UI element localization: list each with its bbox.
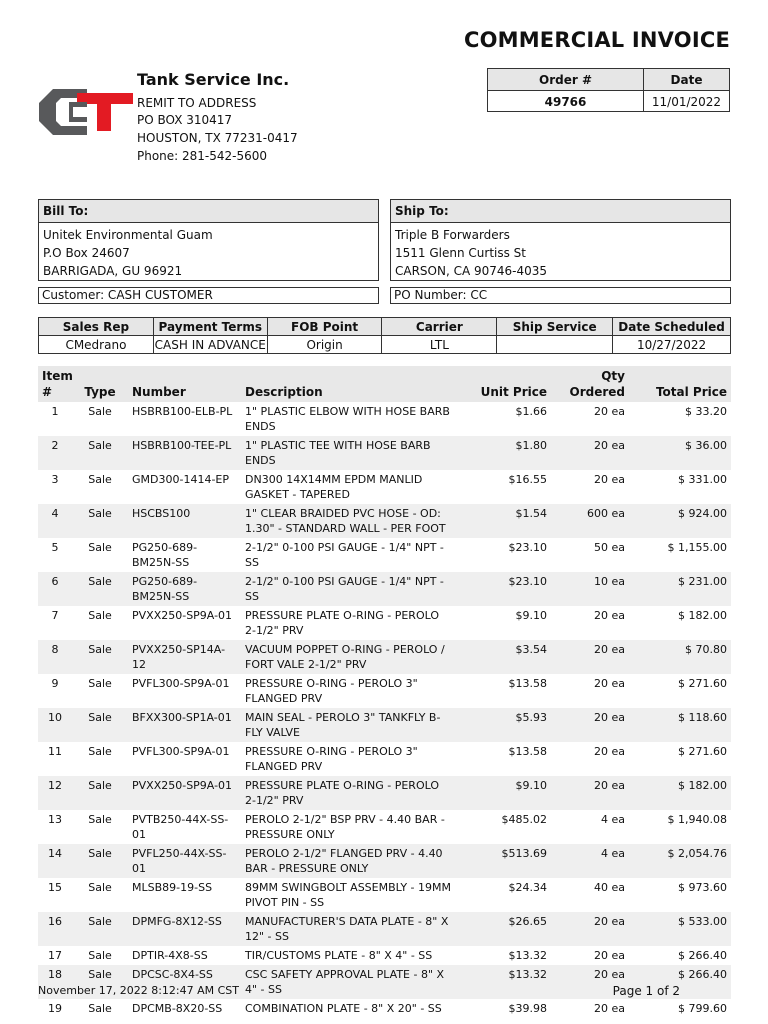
bill-to-line: P.O Box 24607 (43, 246, 130, 260)
item-unit-price: $39.98 (508, 1002, 547, 1015)
item-type: Sale (88, 1002, 112, 1015)
item-number: 9 (51, 677, 59, 690)
total-price-header: Total Price (629, 366, 731, 402)
item-type: Sale (72, 844, 128, 878)
item-unit-price: $5.93 (455, 708, 551, 742)
item-part-number: PVFL300-SP9A-01 (132, 745, 230, 758)
item-unit-price: $485.02 (501, 813, 547, 826)
item-qty-ordered: 4 ea (551, 844, 629, 878)
item-total-price: $ 33.20 (685, 405, 727, 418)
item-type: Sale (72, 776, 128, 810)
item-description: 1" CLEAR BRAIDED PVC HOSE - OD: 1.30" - STANDARD WALL - PER FOOT (241, 504, 455, 538)
item-qty-ordered: 10 ea (551, 572, 629, 606)
item-unit-price: $1.66 (515, 405, 547, 418)
bill-to-line: BARRIGADA, GU 96921 (43, 264, 183, 278)
line-item-row (38, 776, 731, 810)
item-part-number: PVFL250-44X-SS-01 (128, 844, 241, 878)
fob-point-header: FOB Point (267, 318, 382, 336)
item-number: 3 (51, 473, 59, 486)
order-number-label: Order # (488, 69, 644, 91)
sales-info-table (38, 317, 731, 354)
item-part-number: PVTB250-44X-SS-01 (132, 813, 229, 841)
item-number: 8 (38, 640, 72, 674)
item-type: Sale (72, 572, 128, 606)
item-number: 15 (48, 881, 62, 894)
item-type: Sale (88, 473, 112, 486)
line-item-row (38, 844, 731, 878)
item-part-number: PG250-689-BM25N-SS (132, 541, 198, 569)
item-total-price: $ 799.60 (678, 1002, 727, 1015)
ship-service-value (497, 336, 613, 354)
bill-to-line: Unitek Environmental Guam (43, 228, 213, 242)
carrier-value: LTL (382, 336, 497, 354)
item-unit-price: $16.55 (508, 473, 547, 486)
item-part-number: DPMFG-8X12-SS (128, 912, 241, 946)
item-number: 4 (38, 504, 72, 538)
line-item-row (38, 606, 731, 640)
item-qty-ordered: 50 ea (593, 541, 625, 554)
item-part-number: HSBRB100-ELB-PL (132, 405, 233, 418)
item-description: 1" PLASTIC TEE WITH HOSE BARB ENDS (241, 436, 455, 470)
item-unit-price: $13.32 (508, 949, 547, 962)
line-item-row (38, 708, 731, 742)
item-part-number: DPCMB-8X20-SS (132, 1002, 223, 1015)
item-qty-ordered: 20 ea (551, 965, 629, 999)
item-part-number: PVFL300-SP9A-01 (132, 677, 230, 690)
ship-to-line: 1511 Glenn Curtiss St (395, 246, 526, 260)
payment-terms-value: CASH IN ADVANCE (154, 337, 266, 352)
item-qty-ordered: 20 ea (593, 1002, 625, 1015)
unit-price-header: Unit Price (455, 366, 551, 402)
item-number: 11 (48, 745, 62, 758)
description-header: Description (241, 366, 455, 402)
item-number: 18 (38, 965, 72, 999)
item-part-number: DPCSC-8X4-SS (128, 965, 241, 999)
line-item-row (38, 572, 731, 606)
item-description: 2-1/2" 0-100 PSI GAUGE - 1/4" NPT - SS (245, 541, 444, 569)
item-number: 12 (38, 776, 72, 810)
ship-to-line: Triple B Forwarders (395, 228, 510, 242)
item-type: Sale (88, 881, 112, 894)
remit-label: REMIT TO ADDRESS (137, 96, 257, 110)
item-description: 1" PLASTIC ELBOW WITH HOSE BARB ENDS (245, 405, 450, 433)
item-total-price: $ 271.60 (678, 677, 727, 690)
item-number: 19 (48, 1002, 62, 1015)
item-unit-price: $9.10 (455, 776, 551, 810)
item-part-number: PVXX250-SP9A-01 (132, 609, 233, 622)
po-number-field: PO Number: CC (390, 287, 731, 304)
item-unit-price: $9.10 (515, 609, 547, 622)
line-item-row (38, 674, 731, 708)
item-part-number: HSCBS100 (128, 504, 241, 538)
part-number-header: Number (128, 366, 241, 402)
item-qty-ordered: 20 ea (593, 473, 625, 486)
date-scheduled-value: 10/27/2022 (613, 336, 731, 354)
print-timestamp: November 17, 2022 8:12:47 AM CST (38, 984, 239, 997)
item-type: Sale (72, 640, 128, 674)
item-description: COMBINATION PLATE - 8" X 20" - SS (245, 1002, 442, 1015)
remit-city: HOUSTON, TX 77231-0417 (137, 131, 298, 145)
item-unit-price: $23.10 (455, 572, 551, 606)
item-part-number: MLSB89-19-SS (132, 881, 213, 894)
item-unit-price: $13.58 (508, 745, 547, 758)
remit-po-box: PO BOX 310417 (137, 113, 233, 127)
bill-to-box (38, 199, 379, 281)
item-number: 17 (48, 949, 62, 962)
item-number: 7 (51, 609, 59, 622)
line-items-body (38, 402, 731, 1018)
item-description: PRESSURE O-RING - PEROLO 3" FLANGED PRV (245, 745, 418, 773)
order-date-label: Date (644, 69, 729, 91)
item-description: 2-1/2" 0-100 PSI GAUGE - 1/4" NPT - SS (241, 572, 455, 606)
item-number-header: Item # (38, 366, 72, 402)
item-type: Sale (72, 708, 128, 742)
line-item-row (38, 912, 731, 946)
item-number: 1 (51, 405, 59, 418)
item-total-price: $ 118.60 (629, 708, 731, 742)
item-description: PRESSURE PLATE O-RING - PEROLO 2-1/2" PRV (241, 776, 455, 810)
customer-field: Customer: CASH CUSTOMER (38, 287, 379, 304)
item-number: 10 (38, 708, 72, 742)
bill-to-label: Bill To: (39, 200, 378, 223)
line-items-table (38, 366, 731, 1018)
item-unit-price: $1.80 (455, 436, 551, 470)
order-date: 11/01/2022 (651, 94, 722, 109)
item-total-price: $ 1,940.08 (667, 813, 727, 826)
company-name: Tank Service Inc. (137, 70, 290, 89)
line-item-row (38, 640, 731, 674)
item-qty-ordered: 40 ea (593, 881, 625, 894)
item-total-price: $ 36.00 (629, 436, 731, 470)
item-type: Sale (72, 436, 128, 470)
item-type: Sale (72, 965, 128, 999)
item-description: TIR/CUSTOMS PLATE - 8" X 4" - SS (245, 949, 433, 962)
item-total-price: $ 271.60 (678, 745, 727, 758)
item-description: VACUUM POPPET O-RING - PEROLO / FORT VALE 2-1/2" PRV (241, 640, 455, 674)
line-item-row (38, 470, 731, 504)
line-item-row (38, 538, 731, 572)
item-qty-ordered: 600 ea (551, 504, 629, 538)
item-part-number: PVXX250-SP9A-01 (128, 776, 241, 810)
line-item-row (38, 504, 731, 538)
qty-ordered-header: Qty Ordered (551, 366, 629, 402)
item-qty-ordered: 20 ea (593, 745, 625, 758)
item-total-price: $ 924.00 (629, 504, 731, 538)
item-qty-ordered: 20 ea (551, 776, 629, 810)
item-number: 6 (38, 572, 72, 606)
item-type: Sale (88, 949, 112, 962)
item-qty-ordered: 4 ea (600, 813, 625, 826)
item-part-number: HSBRB100-TEE-PL (128, 436, 241, 470)
ship-service-header: Ship Service (497, 318, 613, 336)
item-total-price: $ 533.00 (629, 912, 731, 946)
item-qty-ordered: 20 ea (551, 912, 629, 946)
item-number: 13 (48, 813, 62, 826)
item-unit-price: $13.58 (508, 677, 547, 690)
item-number: 2 (38, 436, 72, 470)
item-total-price: $ 182.00 (629, 776, 731, 810)
item-total-price: $ 2,054.76 (629, 844, 731, 878)
item-part-number: GMD300-1414-EP (132, 473, 229, 486)
item-description: CSC SAFETY APPROVAL PLATE - 8" X 4" - SS (241, 965, 455, 999)
item-qty-ordered: 20 ea (551, 436, 629, 470)
item-unit-price: $3.54 (455, 640, 551, 674)
item-description: PEROLO 2-1/2" FLANGED PRV - 4.40 BAR - PRESSURE ONLY (241, 844, 455, 878)
carrier-header: Carrier (382, 318, 497, 336)
item-unit-price: $513.69 (455, 844, 551, 878)
line-item-row (38, 810, 731, 844)
item-part-number: DPTIR-4X8-SS (132, 949, 208, 962)
item-description: PRESSURE PLATE O-RING - PEROLO 2-1/2" PRV (245, 609, 439, 637)
item-number: 16 (38, 912, 72, 946)
item-total-price: $ 331.00 (678, 473, 727, 486)
item-total-price: $ 266.40 (678, 949, 727, 962)
item-total-price: $ 231.00 (629, 572, 731, 606)
item-number: 14 (38, 844, 72, 878)
item-description: DN300 14X14MM EPDM MANLID GASKET - TAPERED (245, 473, 423, 501)
order-info-box (487, 68, 730, 112)
ship-to-label: Ship To: (391, 200, 730, 223)
item-description: 89MM SWINGBOLT ASSEMBLY - 19MM PIVOT PIN - SS (245, 881, 451, 909)
line-item-row (38, 946, 731, 965)
item-description: MANUFACTURER'S DATA PLATE - 8" X 12" - SS (241, 912, 455, 946)
item-unit-price: $26.65 (455, 912, 551, 946)
payment-terms-header: Payment Terms (153, 318, 267, 336)
item-part-number: PVXX250-SP14A-12 (128, 640, 241, 674)
item-type: Sale (88, 813, 112, 826)
item-type: Sale (72, 912, 128, 946)
item-unit-price: $23.10 (508, 541, 547, 554)
item-description: PEROLO 2-1/2" BSP PRV - 4.40 BAR - PRESSURE ONLY (245, 813, 445, 841)
document-title: COMMERCIAL INVOICE (463, 28, 730, 52)
item-type: Sale (88, 405, 112, 418)
item-qty-ordered: 20 ea (593, 405, 625, 418)
item-total-price: $ 182.00 (678, 609, 727, 622)
item-unit-price: $24.34 (508, 881, 547, 894)
item-total-price: $ 973.60 (678, 881, 727, 894)
line-item-row (38, 742, 731, 776)
order-number: 49766 (488, 91, 644, 112)
line-item-row (38, 878, 731, 912)
sales-rep-header: Sales Rep (39, 318, 154, 336)
item-qty-ordered: 20 ea (593, 949, 625, 962)
item-description: PRESSURE O-RING - PEROLO 3" FLANGED PRV (245, 677, 418, 705)
item-total-price: $ 70.80 (629, 640, 731, 674)
item-qty-ordered: 20 ea (593, 609, 625, 622)
item-part-number: BFXX300-SP1A-01 (128, 708, 241, 742)
item-unit-price: $1.54 (455, 504, 551, 538)
line-item-row (38, 402, 731, 436)
item-number: 5 (51, 541, 59, 554)
ship-to-box (390, 199, 731, 281)
item-total-price: $ 266.40 (629, 965, 731, 999)
type-header: Type (72, 366, 128, 402)
item-unit-price: $13.32 (455, 965, 551, 999)
item-type: Sale (88, 677, 112, 690)
item-type: Sale (88, 541, 112, 554)
company-logo (39, 89, 133, 135)
item-qty-ordered: 20 ea (551, 708, 629, 742)
item-part-number: PG250-689-BM25N-SS (128, 572, 241, 606)
line-item-row (38, 436, 731, 470)
item-description: MAIN SEAL - PEROLO 3" TANKFLY B-FLY VALVE (241, 708, 455, 742)
company-phone: Phone: 281-542-5600 (137, 149, 268, 163)
line-item-row (38, 999, 731, 1018)
fob-point-value: Origin (267, 336, 382, 354)
item-qty-ordered: 20 ea (551, 640, 629, 674)
item-qty-ordered: 20 ea (593, 677, 625, 690)
item-type: Sale (72, 504, 128, 538)
item-type: Sale (88, 609, 112, 622)
sales-rep-value: CMedrano (39, 336, 154, 354)
item-type: Sale (88, 745, 112, 758)
page-indicator: Page 1 of 2 (612, 984, 680, 998)
ship-to-line: CARSON, CA 90746-4035 (395, 264, 548, 278)
date-scheduled-header: Date Scheduled (613, 318, 731, 336)
item-total-price: $ 1,155.00 (667, 541, 727, 554)
